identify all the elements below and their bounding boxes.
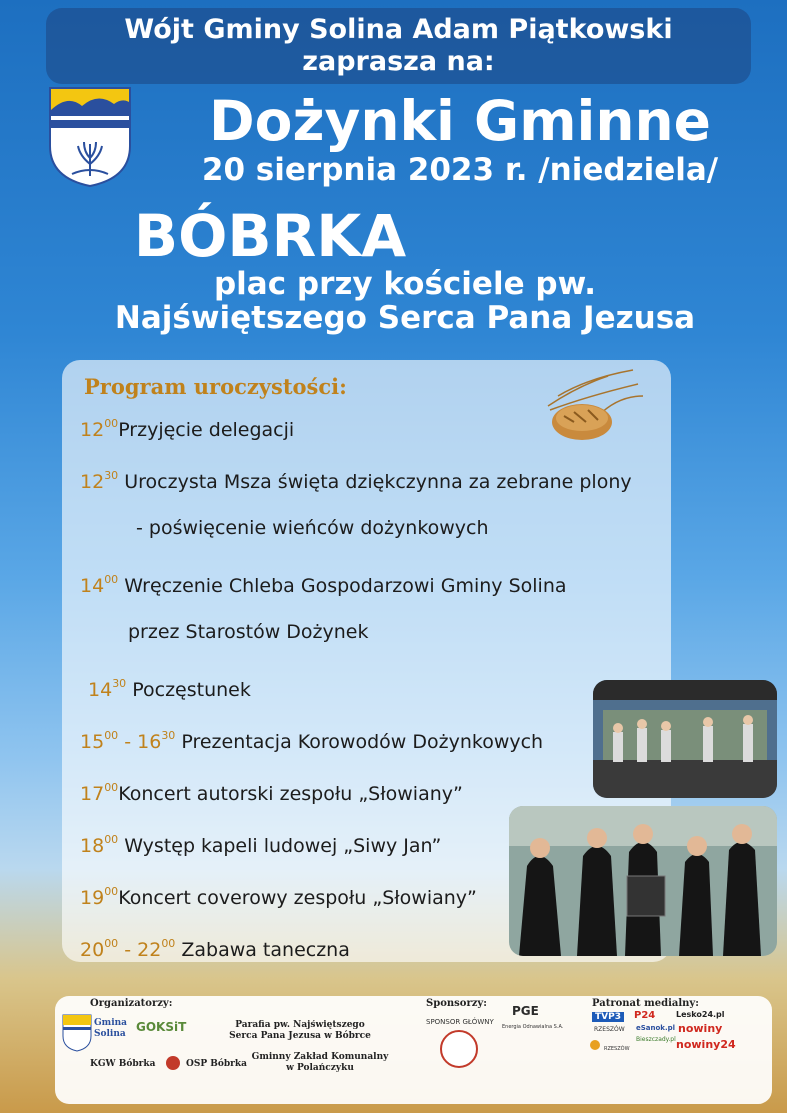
time-hour: 17 [80, 783, 105, 805]
time-minute: 30 [112, 677, 127, 690]
program-title: Program uroczystości: [84, 374, 347, 399]
gzk-line-1: Gminny Zakład Komunalny [251, 1052, 389, 1062]
event-date: 20 sierpnia 2023 r. /niedziela/ [201, 152, 719, 188]
time-hour: 19 [80, 887, 105, 909]
program-time [80, 783, 118, 805]
program-item-text: Wręczenie Chleba Gospodarzowi Gminy Solina [118, 575, 567, 597]
time-hour: 20 [80, 939, 105, 961]
gmina-line-2: Solina [94, 1029, 126, 1039]
program-item [80, 724, 543, 754]
program-item [80, 568, 567, 598]
program-item-text: Przyjęcie delegacji [118, 419, 295, 441]
program-item-text: Zabawa taneczna [175, 939, 350, 961]
radio-label: RZESZÓW [604, 1046, 630, 1052]
esanok-logo: eSanok.pl [636, 1024, 676, 1032]
nowiny-logo: nowiny [678, 1022, 723, 1035]
nowiny24-logo: nowiny24 [676, 1038, 736, 1051]
time-separator: - [118, 939, 138, 961]
time-hour: 12 [80, 471, 105, 493]
tvp3-logo: TVP3 [592, 1012, 624, 1022]
time-hour: 12 [80, 419, 105, 441]
program-item-text: Uroczysta Msza święta dziękczynna za zebrane plony [118, 471, 632, 493]
time-hour: 14 [80, 575, 105, 597]
time-minute: 00 [104, 937, 119, 950]
invitation-line-1: Wójt Gminy Solina Adam Piątkowski [124, 14, 673, 45]
program-item-text: Prezentacja Korowodów Dożynkowych [175, 731, 544, 753]
time-minute: 00 [161, 937, 176, 950]
pge-logo: PGE [512, 1004, 539, 1018]
program-item [80, 464, 632, 494]
time-hour: 18 [80, 835, 105, 857]
lesko24-logo: Lesko24.pl [676, 1010, 725, 1019]
time-minute: 00 [104, 885, 119, 898]
program-item [80, 880, 477, 910]
time-minute: 30 [161, 729, 176, 742]
program-item-text: Występ kapeli ludowej „Siwy Jan” [118, 835, 442, 857]
parafia-label [220, 1020, 380, 1042]
time-minute: 00 [104, 417, 119, 430]
gmina-solina-label [94, 1018, 127, 1040]
program-item [128, 620, 368, 644]
venue-line-2: Najświętszego Serca Pana Jezusa [114, 300, 696, 336]
event-title: Dożynki Gminne [209, 89, 711, 153]
gmina-line-1: Gmina [94, 1018, 128, 1028]
parafia-line-1: Parafia pw. Najświętszego [235, 1020, 365, 1030]
program-time [80, 419, 118, 441]
program-time [80, 731, 175, 753]
time-hour: 14 [88, 679, 113, 701]
bread-icon [538, 366, 648, 446]
program-item-text: - poświęcenie wieńców dożynkowych [136, 517, 489, 539]
time-separator: - [118, 731, 138, 753]
time-minute: 00 [104, 833, 119, 846]
program-item-text: Koncert coverowy zespołu „Słowiany” [118, 887, 477, 909]
program-time [80, 939, 175, 961]
radio-icon [590, 1040, 600, 1050]
program-item [136, 516, 489, 540]
p24-logo: P24 [634, 1010, 656, 1021]
pge-subtitle: Energia Odnawialna S.A. [502, 1024, 564, 1030]
kgw-label: KGW Bóbrka [90, 1059, 156, 1069]
time-hour: 22 [137, 939, 162, 961]
program-item [80, 412, 294, 442]
band-stage-photo [593, 680, 777, 798]
osp-label: OSP Bóbrka [186, 1059, 247, 1069]
footer-sponsors [55, 996, 772, 1104]
program-time [80, 835, 118, 857]
gzk-label [240, 1052, 400, 1074]
program-item-text: przez Starostów Dożynek [128, 621, 369, 643]
program-item [88, 672, 251, 702]
time-minute: 00 [104, 729, 119, 742]
gzk-line-2: w Polańczyku [286, 1063, 354, 1073]
sponsors-label: Sponsorzy: [426, 998, 487, 1009]
sponsor-emblem-icon [440, 1030, 478, 1068]
program-time [80, 887, 118, 909]
program-item-text: Poczęstunek [126, 679, 251, 701]
program-item [80, 828, 441, 858]
invitation-line-2: zaprasza na: [302, 46, 495, 77]
time-hour: 15 [80, 731, 105, 753]
time-minute: 30 [104, 469, 119, 482]
tvp3-subtitle: RZESZÓW [594, 1026, 625, 1033]
parafia-line-2: Serca Pana Jezusa w Bóbrce [229, 1031, 371, 1041]
program-item-text: Koncert autorski zespołu „Słowiany” [118, 783, 463, 805]
bieszczady-logo: Bieszczady.pl [636, 1036, 676, 1043]
event-place: BÓBRKA [133, 202, 407, 270]
program-time [80, 575, 118, 597]
osp-emblem-icon [166, 1056, 180, 1070]
venue-line-1: plac przy kościele pw. [213, 266, 597, 302]
program-time [80, 471, 118, 493]
time-hour: 16 [137, 731, 162, 753]
gmina-solina-logo-icon [62, 1014, 92, 1052]
sponsor-main-label: SPONSOR GŁÓWNY [426, 1018, 494, 1026]
coat-of-arms-icon [48, 86, 132, 188]
band-members-photo [509, 806, 777, 956]
time-minute: 00 [104, 781, 119, 794]
organizers-label: Organizatorzy: [90, 998, 173, 1009]
program-time [88, 679, 126, 701]
patronage-label: Patronat medialny: [592, 998, 699, 1009]
time-minute: 00 [104, 573, 119, 586]
program-item [80, 776, 463, 806]
program-item [80, 932, 350, 962]
goksit-logo: GOKSiT [136, 1020, 187, 1034]
